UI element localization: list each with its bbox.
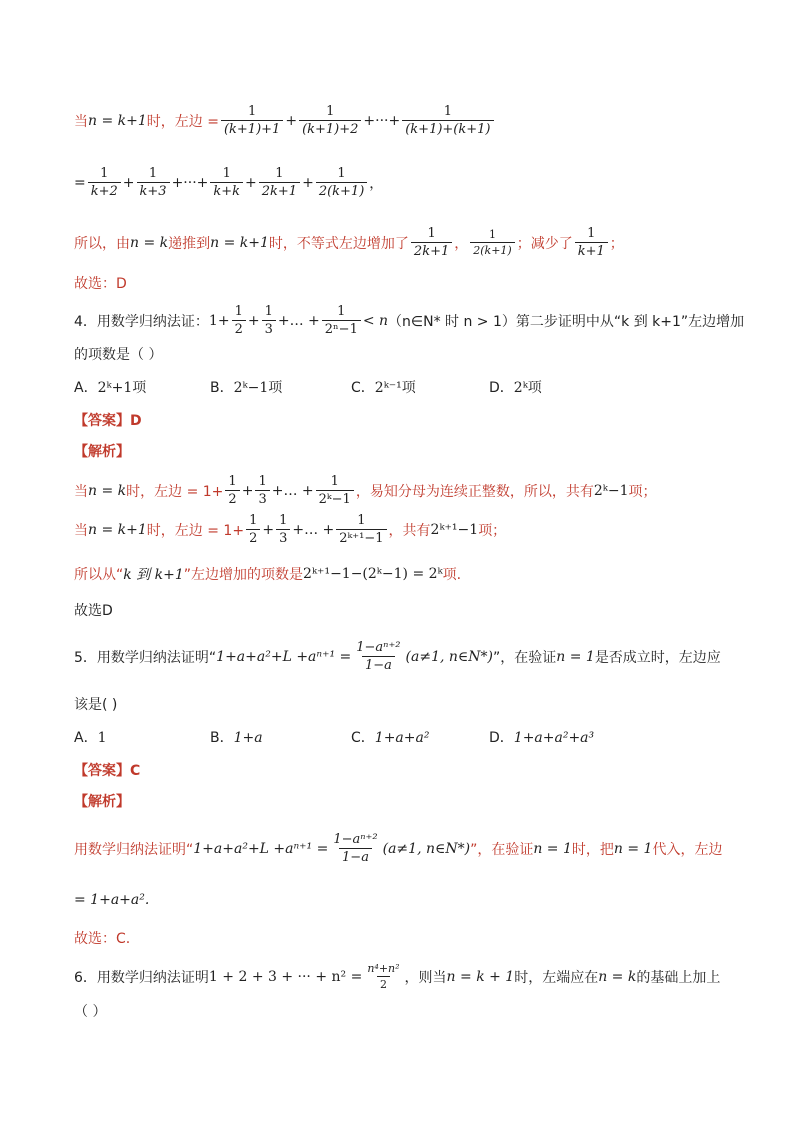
fraction: $\frac{1}{3}$ [255, 474, 269, 507]
math: n = k+1 [210, 234, 269, 251]
fraction: $\frac{1}{2k+1}$ [411, 226, 452, 259]
solution-line-n-k-plus-1 [74, 104, 496, 137]
text: 递推到 [168, 235, 211, 252]
fraction: $\frac{1}{\text{2ⁿ−1}}$ [322, 304, 361, 337]
choose-line: 故选：C. [74, 931, 131, 947]
fraction: $\frac{1}{\text{2ᵏ−1}}$ [316, 474, 354, 507]
plus: + [247, 312, 260, 329]
option-b[interactable]: B．1+a [210, 730, 263, 746]
fraction: $\frac{1}{3}$ [262, 304, 276, 337]
fraction: $\frac{1}{k+1}$ [575, 226, 608, 259]
question-4-stem [74, 304, 744, 337]
dots: +… + [277, 312, 320, 329]
text: （n∈N* 时 n > 1） [388, 313, 516, 330]
question-5-stem: 5．用数学归纳法证明“ 1+a+a²+L +aⁿ⁺¹ = $\frac{\text{1−aⁿ⁺²}}{1-a}$ (a≠1, n∈N*) ”，在验证 n = 1 是否成立时，左边应 [74, 640, 721, 673]
dots: +···+ [363, 112, 401, 129]
answer-label: 【答案】D [74, 413, 142, 429]
fraction: $\frac{1}{2}$ [225, 474, 239, 507]
math: 1+ [208, 312, 230, 329]
fraction: $\frac{1}{\text{2ᵏ⁺¹−1}}$ [336, 513, 386, 546]
equals: = [74, 174, 86, 191]
option-a[interactable]: A．2ᵏ+1项 [74, 380, 147, 396]
fraction: $\frac{1}{k+k}$ [210, 166, 243, 199]
question-4-options [74, 377, 542, 397]
solution-line-expanded-sum [74, 166, 383, 199]
text: 所以，由 [74, 235, 130, 252]
dots: +···+ [171, 174, 209, 191]
fraction: $\frac{\text{1−aⁿ⁺²}}{1-a}$ [333, 832, 378, 865]
text: ；减少了 [516, 235, 573, 252]
plus: + [302, 174, 314, 191]
fraction: $\frac{1}{k+3}$ [137, 166, 170, 199]
choose-line: 故选D [74, 603, 113, 619]
answer-label: 【答案】C [74, 763, 141, 779]
text: ； [609, 235, 624, 252]
fraction: $\frac{\text{n⁴+n²}}{2}$ [367, 962, 400, 991]
math: n = k [130, 234, 169, 251]
fraction: $\frac{1}{(k+1)+1}$ [221, 104, 283, 137]
question-5-options [74, 727, 594, 747]
text: 当 [74, 113, 88, 130]
fraction: $\frac{1}{k+2}$ [88, 166, 121, 199]
fraction: $\frac{1}{2k+1}$ [259, 166, 300, 199]
math: < n [362, 312, 389, 329]
analysis-label: 【解析】 [74, 444, 130, 460]
analysis-label: 【解析】 [74, 794, 130, 810]
math: n = k+1 [88, 112, 147, 129]
fraction: $\frac{1}{2}$ [246, 513, 260, 546]
option-b[interactable]: B．2ᵏ−1项 [210, 380, 283, 396]
question-6-stem: 6．用数学归纳法证明 1 + 2 + 3 + ··· + n² = $\frac{\text{n⁴+n²}}{2}$ ，则当 n = k + 1 时，左端应在 n = k 的基础上加上 [74, 962, 721, 991]
plus: + [122, 174, 135, 191]
text: 第二步证明中从“k 到 k+1”左边增加 [515, 313, 745, 330]
comma: ， [454, 235, 469, 252]
option-c[interactable]: C．1+a+a² [351, 730, 430, 746]
text: 时，不等式左边增加了 [268, 235, 409, 252]
question-4-stem-line2: 的项数是（ ） [74, 347, 163, 363]
option-d[interactable]: D．1+a+a²+a³ [489, 730, 595, 746]
fraction: $\frac{1}{(k+1)+(k+1)}$ [402, 104, 493, 137]
analysis-line-2: = 1+a+a². [74, 892, 150, 908]
choose-line: 故选：D [74, 276, 127, 292]
fraction: $\frac{\text{1−aⁿ⁺²}}{1-a}$ [356, 640, 401, 673]
fraction: $\frac{1}{3}$ [276, 513, 290, 546]
plus: + [245, 174, 257, 191]
analysis-line-2: 当 n = k+1 时，左边 = 1+ $\frac{1}{2}$ + $\frac{1}{3}$ +… + $\frac{1}{\text{2ᵏ⁺¹−1}}$ ，共有 2ᵏ⁺¹−1 项； [74, 513, 507, 546]
text: 4．用数学归纳法证： [74, 313, 209, 330]
analysis-line-1: 用数学归纳法证明“ 1+a+a²+L +aⁿ⁺¹ = $\frac{\text{1−aⁿ⁺²}}{1-a}$ (a≠1, n∈N*) ”，在验证 n = 1 时，把 n = 1 代入，左边 [74, 832, 723, 865]
comma: ， [369, 175, 384, 192]
question-6-stem-line2: （ ） [74, 1004, 107, 1020]
question-5-stem-line2: 该是( ) [74, 697, 118, 713]
fraction: $\frac{1}{2(k+1)}$ [316, 166, 367, 199]
analysis-line-1: 当 n = k 时，左边 = 1+ $\frac{1}{2}$ + $\frac{1}{3}$ +… + $\frac{1}{\text{2ᵏ−1}}$ ，易知分母为连续正整数，所以，共有 2ᵏ−1 项； [74, 474, 657, 507]
option-d[interactable]: D．2ᵏ项 [489, 380, 542, 396]
analysis-line-3: 所以从“ k 到 k+1 ”左边增加的项数是 2ᵏ⁺¹−1−(2ᵏ−1) = 2ᵏ 项. [74, 566, 462, 583]
fraction: $\frac{1}{2}$ [232, 304, 246, 337]
fraction: $\frac{1}{(k+1)+2}$ [299, 104, 361, 137]
text: 时，左边 = [146, 113, 219, 130]
fraction: $\frac{1}{2(k+1)}$ [470, 228, 514, 257]
option-c[interactable]: C．2ᵏ⁻¹项 [351, 380, 416, 396]
option-a[interactable]: A．1 [74, 730, 107, 746]
plus: + [285, 112, 298, 129]
solution-line-conclusion [74, 226, 624, 259]
